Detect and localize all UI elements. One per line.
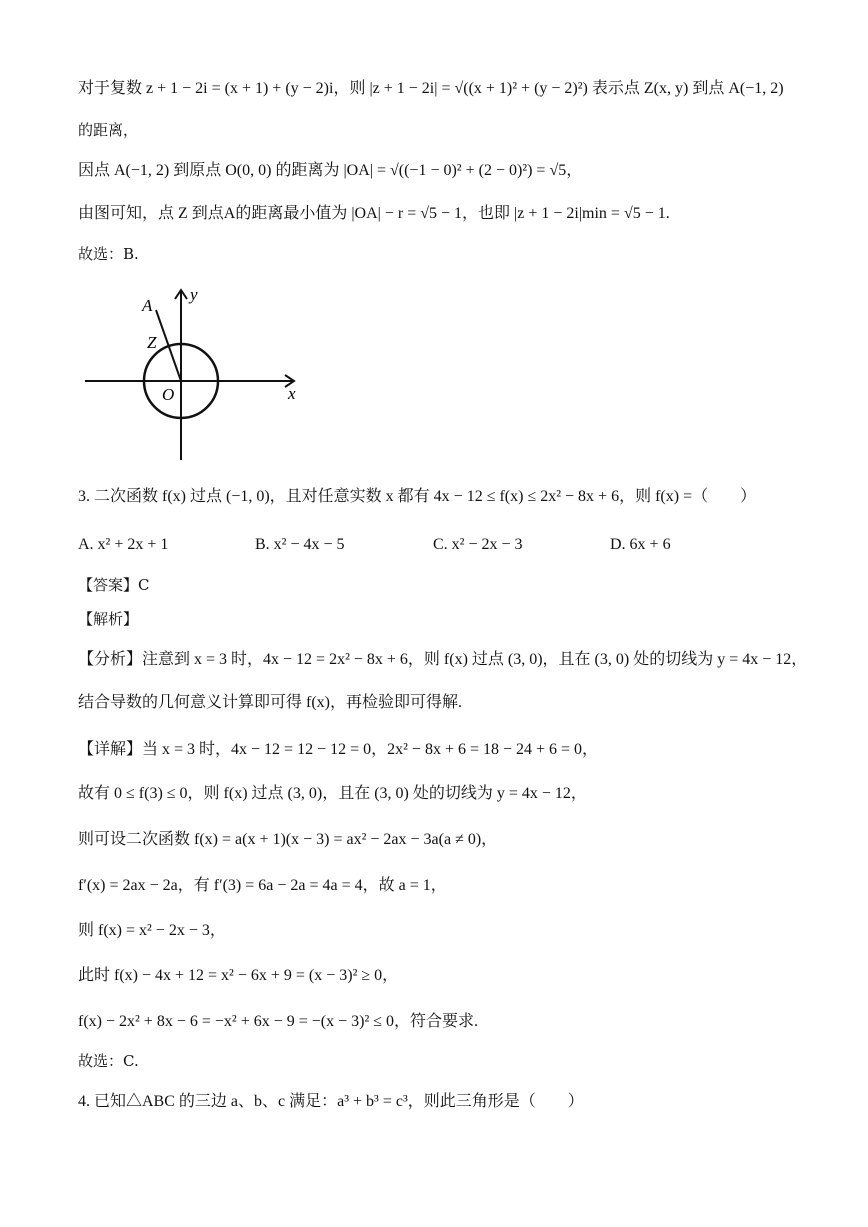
x-axis-label: x (288, 384, 296, 403)
text-line: 故有 0 ≤ f(3) ≤ 0，则 f(x) 过点 (3, 0)，且在 (3, 0) 处的切线为 y = 4x − 12， (78, 785, 587, 802)
text-line: 结合导数的几何意义计算即可得 f(x)，再检验即可得解. (78, 694, 462, 711)
text-line: 因点 A(−1, 2) 到原点 O(0, 0) 的距离为 |OA| = √((−1 − 0)² + (2 − 0)²) = √5， (78, 162, 583, 179)
option-d: D. 6x + 6 (610, 536, 671, 553)
y-axis-label: y (190, 285, 198, 304)
text-line: 【详解】当 x = 3 时，4x − 12 = 12 − 12 = 0，2x² − 8x + 6 = 18 − 24 + 6 = 0， (78, 741, 599, 758)
point-a-label: A (142, 296, 153, 315)
text-line: 此时 f(x) − 4x + 12 = x² − 6x + 9 = (x − 3)² ≥ 0， (78, 967, 399, 984)
text-line: 由图可知，点 Z 到点A的距离最小值为 |OA| − r = √5 − 1，也即 |z + 1 − 2i|min = √5 − 1. (78, 205, 670, 222)
origin-label: O (162, 385, 175, 404)
text-line: 故选：C. (78, 1052, 139, 1070)
text-line: 的距离， (78, 121, 139, 139)
question-4-stem: 4. 已知△ABC 的三边 a、b、c 满足：a³ + b³ = c³，则此三角形是（ ） (78, 1093, 584, 1110)
text-line: 则 f(x) = x² − 2x − 3， (78, 922, 226, 939)
option-c: C. x² − 2x − 3 (433, 536, 523, 553)
option-a: A. x² + 2x + 1 (78, 536, 169, 553)
answer: 【答案】C (78, 576, 150, 594)
analysis-heading: 【解析】 (78, 610, 139, 628)
question-3-stem: 3. 二次函数 f(x) 过点 (−1, 0)，且对任意实数 x 都有 4x − 12 ≤ f(x) ≤ 2x² − 8x + 6，则 f(x) =（ ） (78, 488, 757, 505)
circle-diagram (80, 282, 310, 467)
point-z-label: Z (147, 333, 157, 352)
text-line: 对于复数 z + 1 − 2i = (x + 1) + (y − 2)i，则 |z + 1 − 2i| = √((x + 1)² + (y − 2)²) 表示点 Z(x, y) 到点 A(−1, 2) (78, 80, 784, 97)
text-line: f′(x) = 2ax − 2a，有 f′(3) = 6a − 2a = 4a = 4，故 a = 1， (78, 877, 447, 894)
text-line: 【分析】注意到 x = 3 时，4x − 12 = 2x² − 8x + 6，则 f(x) 过点 (3, 0)，且在 (3, 0) 处的切线为 y = 4x − 12， (78, 651, 808, 668)
option-b: B. x² − 4x − 5 (255, 536, 345, 553)
text-line: f(x) − 2x² + 8x − 6 = −x² + 6x − 9 = −(x − 3)² ≤ 0，符合要求. (78, 1013, 479, 1030)
text-line: 则可设二次函数 f(x) = a(x + 1)(x − 3) = ax² − 2ax − 3a(a ≠ 0)， (78, 831, 498, 848)
text-line: 故选：B. (78, 245, 139, 263)
